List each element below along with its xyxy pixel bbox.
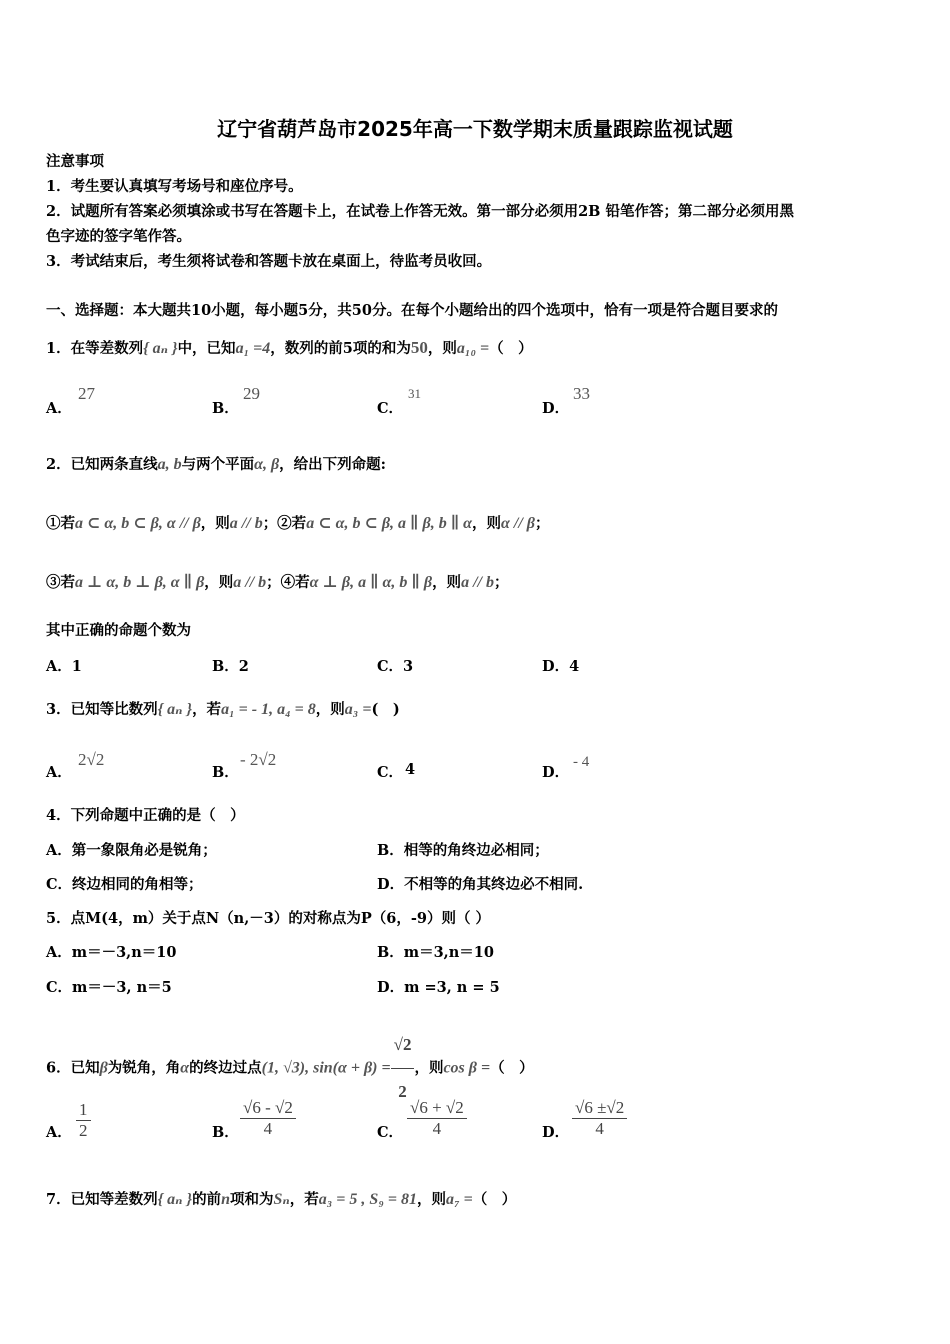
option-value: 33 [573, 384, 590, 403]
option: A．m＝－3,n＝10 [46, 944, 177, 961]
notice-line: 色字迹的签字笔作答。 [46, 228, 191, 245]
option-label: B． [212, 400, 239, 417]
question-2-ask: 其中正确的命题个数为 [46, 622, 191, 639]
fraction: $\frac{√2}{2}$ [391, 1022, 415, 1115]
notice-heading: 注意事项 [46, 153, 104, 170]
option: C．3 [377, 658, 414, 675]
option-value: 27 [78, 384, 95, 403]
option-label: D． [542, 764, 570, 781]
notice-line: 3．考试结束后，考生须将试卷和答题卡放在桌面上，待监考员收回。 [46, 253, 492, 270]
fraction-option: $\frac{√6 - √2}{4}$ [240, 1098, 296, 1139]
option-label: C． [377, 400, 404, 417]
option-value: 4 [405, 761, 416, 778]
option-label: B． [212, 1124, 239, 1141]
option: D．不相等的角其终边必不相同. [377, 876, 584, 893]
option: A．1 [46, 658, 82, 675]
option-value: 2√2 [78, 750, 105, 769]
question-5: 5．点M(4，m）关于点N（n,－3）的对称点为P（6，-9）则（ ） [46, 910, 491, 927]
proposition-line: ③若a ⊥ α, b ⊥ β, α ∥ β，则a // b；④若α ⊥ β, a ∥ α, b ∥ β，则a // b； [46, 574, 509, 591]
option: C．m＝－3, n＝5 [46, 979, 172, 996]
question-2: 2．已知两条直线a, b与两个平面α, β，给出下列命题: [46, 456, 386, 473]
option-label: A． [46, 1124, 72, 1141]
option-label: C． [377, 764, 404, 781]
option-label: A． [46, 400, 72, 417]
notice-line: 2．试题所有答案必须填涂或书写在答题卡上，在试卷上作答无效。第一部分必须用2B 铅笔作答；第二部分必须用黑 [46, 203, 794, 220]
section-heading: 一、选择题：本大题共10小题，每小题5分，共50分。在每个小题给出的四个选项中，恰有一项是符合题目要求的 [46, 302, 778, 319]
question-1: 1．在等差数列{ aₙ }中，已知a₁ =4，数列的前5项的和为50，则a₁₀ =（ ） [46, 338, 533, 357]
option-label: D． [542, 1124, 570, 1141]
option-label: D． [542, 400, 570, 417]
option: D．4 [542, 658, 580, 675]
question-4: 4．下列命题中正确的是（ ） [46, 807, 245, 824]
question-6: 6．已知β为锐角，角α的终边过点(1, √3), sin(α + β) = $\frac{√2}{2}$ ，则cos β =（ ） [46, 1022, 534, 1115]
question-7: 7．已知等差数列{ aₙ }的前n项和为Sₙ，若a₃ = 5 , S₉ = 81，则a₇ =（ ） [46, 1191, 517, 1208]
option: A．第一象限角必是锐角； [46, 842, 217, 859]
notice-line: 1．考生要认真填写考场号和座位序号。 [46, 178, 303, 195]
option: B．2 [212, 658, 249, 675]
proposition-line: ①若a ⊂ α, b ⊂ β, α // β，则a // b；②若a ⊂ α, b ⊂ β, a ∥ β, b ∥ α，则α // β； [46, 515, 550, 532]
option: D．m =3, n = 5 [377, 979, 500, 996]
option: B．相等的角终边必相同； [377, 842, 549, 859]
option: B．m＝3,n＝10 [377, 944, 494, 961]
option-label: A． [46, 764, 72, 781]
option-value: - 4 [573, 754, 590, 770]
page-title: 辽宁省葫芦岛市2025年高一下数学期末质量跟踪监视试题 [217, 117, 733, 141]
option: C．终边相同的角相等； [46, 876, 203, 893]
fraction-option: $\frac{1}{2}$ [76, 1100, 91, 1141]
option-value: - 2√2 [240, 750, 277, 769]
fraction-option: $\frac{√6 \pm√2}{4}$ [572, 1098, 627, 1139]
option-value: 31 [408, 386, 421, 401]
option-label: C． [377, 1124, 404, 1141]
option-label: B． [212, 764, 239, 781]
fraction-option: $\frac{√6 + √2}{4}$ [407, 1098, 467, 1139]
question-3: 3．已知等比数列{ aₙ }，若a₁ = - 1, a₄ = 8，则a₃ =( ) [46, 701, 400, 718]
option-value: 29 [243, 384, 260, 403]
